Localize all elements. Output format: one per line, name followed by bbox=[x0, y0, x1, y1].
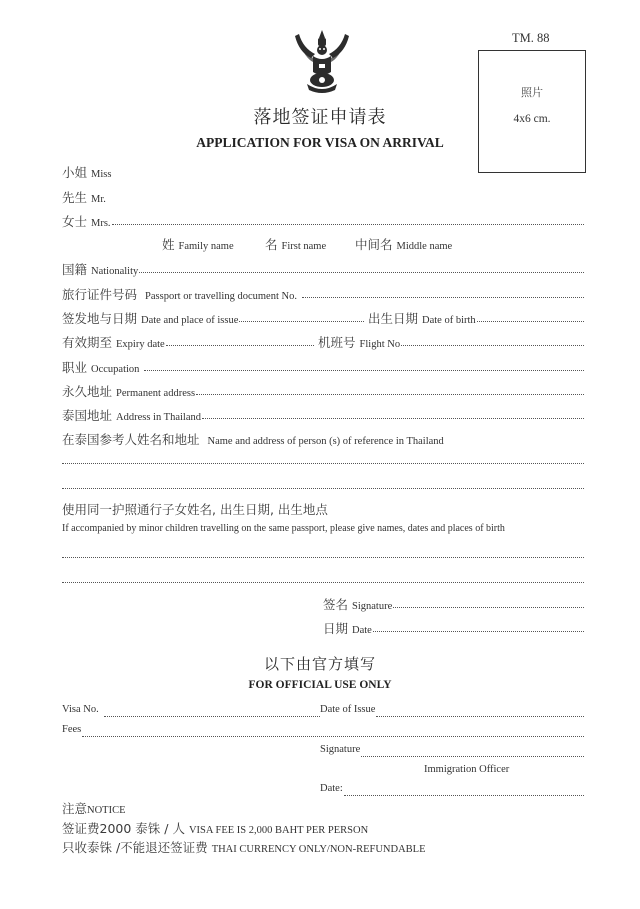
children-input-line-1[interactable] bbox=[62, 557, 584, 558]
date-of-issue-field[interactable] bbox=[320, 704, 584, 720]
official-title-cn: 以下由官方填写 bbox=[263, 655, 376, 673]
expiry-input[interactable] bbox=[166, 345, 314, 346]
officer-signature-label: Signature bbox=[320, 744, 361, 755]
date-input[interactable] bbox=[373, 631, 584, 632]
flight-cn: 机班号 bbox=[318, 335, 356, 350]
flight-field[interactable] bbox=[318, 333, 584, 349]
passport-input[interactable] bbox=[302, 297, 584, 298]
officer-date-input[interactable] bbox=[344, 795, 584, 796]
garuda-emblem-icon bbox=[293, 28, 351, 94]
mr-en: Mr. bbox=[91, 194, 106, 205]
date-en: Date bbox=[352, 625, 372, 636]
children-cn: 使用同一护照通行子女姓名, 出生日期, 出生地点 bbox=[62, 502, 328, 517]
notice-line2-cn: 只收泰铢 /不能退还签证费 bbox=[62, 840, 208, 855]
signature-input[interactable] bbox=[393, 607, 584, 608]
mrs-en: Mrs. bbox=[91, 218, 111, 229]
officer-signature-input[interactable] bbox=[361, 756, 584, 757]
visa-no-label: Visa No. bbox=[62, 704, 99, 715]
thailand-address-input[interactable] bbox=[202, 418, 584, 419]
family-name-label: 姓 Family name bbox=[162, 237, 234, 252]
first-name-label: 名 First name bbox=[265, 237, 327, 252]
mr-cn: 先生 bbox=[62, 190, 88, 205]
expiry-cn: 有效期至 bbox=[62, 335, 113, 350]
thailand-address-en: Address in Thailand bbox=[116, 412, 201, 423]
officer-date-label: Date: bbox=[320, 783, 343, 794]
passport-cn: 旅行证件号码 bbox=[62, 287, 138, 302]
signature-en: Signature bbox=[352, 601, 393, 612]
notice-line1-cn: 签证费2000 泰铢 / 人 bbox=[62, 821, 185, 836]
miss-cn: 小姐 bbox=[62, 165, 88, 180]
nationality-en: Nationality bbox=[91, 266, 139, 277]
occupation-field[interactable] bbox=[62, 358, 584, 374]
permanent-address-cn: 永久地址 bbox=[62, 384, 113, 399]
issue-cn: 签发地与日期 bbox=[62, 311, 138, 326]
flight-input[interactable] bbox=[401, 345, 584, 346]
fees-field[interactable] bbox=[62, 724, 584, 740]
fees-input[interactable] bbox=[82, 736, 584, 737]
title-chinese: 落地签证申请表 bbox=[253, 107, 387, 128]
notice-line-1 bbox=[62, 819, 368, 835]
photo-size: 4x6 cm. bbox=[513, 113, 551, 125]
photo-label: 照片 bbox=[521, 86, 543, 99]
notice-line-2 bbox=[62, 838, 426, 854]
official-title-en: FOR OFFICIAL USE ONLY bbox=[248, 679, 392, 691]
notice-title bbox=[62, 799, 126, 815]
birth-field[interactable] bbox=[368, 309, 584, 325]
nationality-input[interactable] bbox=[139, 272, 584, 273]
passport-field[interactable] bbox=[62, 285, 584, 301]
signature-field[interactable] bbox=[323, 595, 584, 611]
visa-no-field[interactable] bbox=[62, 704, 320, 720]
name-line[interactable] bbox=[112, 224, 584, 225]
flight-en: Flight No bbox=[359, 339, 401, 350]
mrs-cn: 女士 bbox=[62, 214, 88, 229]
children-en: If accompanied by minor children travelling on the same passport, please give names, dates and places of birth bbox=[62, 523, 505, 534]
middle-name-label: 中间名 Middle name bbox=[355, 237, 453, 252]
immigration-officer-label: Immigration Officer bbox=[424, 764, 510, 775]
issue-input[interactable] bbox=[239, 321, 364, 322]
expiry-en: Expiry date bbox=[116, 339, 165, 350]
date-field[interactable] bbox=[323, 619, 584, 635]
title-english: APPLICATION FOR VISA ON ARRIVAL bbox=[196, 135, 444, 150]
reference-input-line-2[interactable] bbox=[62, 488, 584, 489]
permanent-address-input[interactable] bbox=[196, 394, 584, 395]
officer-date-field[interactable] bbox=[320, 783, 584, 799]
thailand-address-field[interactable] bbox=[62, 406, 584, 422]
date-of-issue-label: Date of Issue bbox=[320, 704, 376, 715]
notice-line2-en: THAI CURRENCY ONLY/NON-REFUNDABLE bbox=[211, 844, 426, 855]
thailand-address-cn: 泰国地址 bbox=[62, 408, 113, 423]
form-code: TM. 88 bbox=[512, 31, 550, 45]
passport-en: Passport or travelling document No. bbox=[145, 291, 297, 302]
visa-no-input[interactable] bbox=[104, 716, 320, 717]
birth-en: Date of birth bbox=[422, 315, 476, 326]
salutation-mrs-name-field[interactable] bbox=[62, 212, 584, 228]
date-cn: 日期 bbox=[323, 621, 349, 636]
notice-line1-en: VISA FEE IS 2,000 BAHT PER PERSON bbox=[188, 825, 369, 836]
miss-en: Miss bbox=[91, 169, 112, 180]
issue-en: Date and place of issue bbox=[141, 315, 239, 326]
notice-cn: 注意 bbox=[62, 801, 88, 816]
birth-cn: 出生日期 bbox=[368, 311, 419, 326]
permanent-address-en: Permanent address bbox=[116, 388, 196, 399]
permanent-address-field[interactable] bbox=[62, 382, 584, 398]
children-input-line-2[interactable] bbox=[62, 582, 584, 583]
salutation-mr[interactable] bbox=[62, 188, 106, 204]
fees-label: Fees bbox=[62, 724, 82, 735]
occupation-input[interactable] bbox=[144, 370, 584, 371]
nationality-field[interactable] bbox=[62, 260, 584, 276]
notice-en: NOTICE bbox=[87, 805, 126, 816]
officer-signature-field[interactable] bbox=[320, 744, 584, 760]
photo-box[interactable] bbox=[478, 50, 586, 173]
reference-input-line-1[interactable] bbox=[62, 463, 584, 464]
date-of-issue-input[interactable] bbox=[376, 716, 584, 717]
reference-label bbox=[62, 430, 444, 446]
expiry-field[interactable] bbox=[62, 333, 314, 349]
salutation-miss[interactable] bbox=[62, 163, 111, 179]
reference-en: Name and address of person (s) of reference in Thailand bbox=[207, 436, 444, 447]
issue-field[interactable] bbox=[62, 309, 364, 325]
birth-input[interactable] bbox=[477, 321, 584, 322]
occupation-cn: 职业 bbox=[62, 360, 88, 375]
signature-cn: 签名 bbox=[323, 597, 349, 612]
occupation-en: Occupation bbox=[91, 364, 140, 375]
reference-cn: 在泰国参考人姓名和地址 bbox=[62, 432, 200, 447]
nationality-cn: 国籍 bbox=[62, 262, 88, 277]
